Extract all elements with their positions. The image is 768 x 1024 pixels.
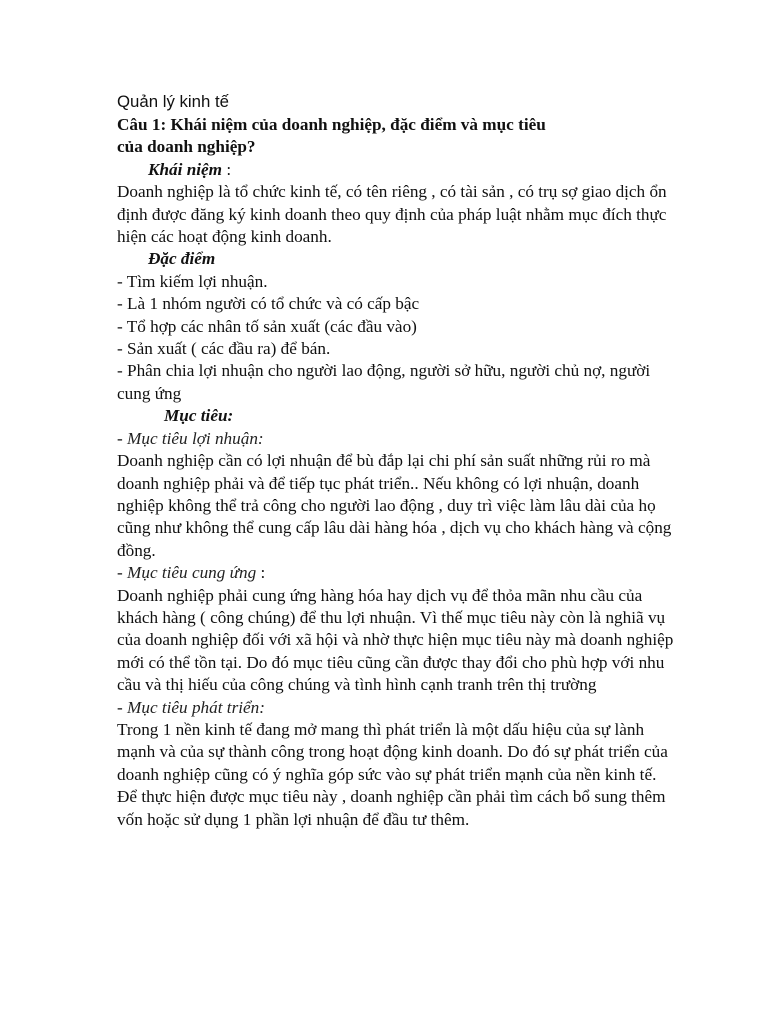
features-heading: Đặc điểm [148,249,216,269]
goal-growth-heading [117,697,677,719]
goal-supply-dash: - [117,563,128,583]
feature-item: - Tổ hợp các nhân tố sản xuất (các đầu vào) [117,316,417,336]
goals-heading: Mục tiêu: [164,406,234,426]
concept-heading: Khái niệm [148,159,223,179]
goal-growth-dash: - [117,697,128,717]
goal-profit-label: Mục tiêu lợi nhuận: [127,428,264,448]
question-title [117,114,677,159]
goal-supply-colon: : [256,563,266,583]
concept-heading-row [117,159,677,181]
feature-item: - Tìm kiếm lợi nhuận. [117,271,268,291]
goal-profit-dash: - [117,428,128,448]
concept-paragraph: Doanh nghiệp là tổ chức kinh tế, có tên riêng , có tài sản , có trụ sợ giao dịch ổn định được đăng ký kinh doanh theo quy định của pháp luật nhằm mục đích thực hiện các hoạt động kinh doanh. [117,182,667,247]
goal-profit-heading [117,428,677,450]
concept-colon: : [222,159,232,179]
document-page [117,84,677,831]
goal-growth-label: Mục tiêu phát triển: [127,697,265,717]
question-line-1: Câu 1: Khái niệm của doanh nghiệp, đặc điểm và mục tiêu [117,115,546,134]
feature-item: - Sản xuất ( các đầu ra) để bán. [117,339,331,359]
question-line-2: của doanh nghiệp? [117,137,256,157]
feature-item: - Phân chia lợi nhuận cho người lao động, người sở hữu, người chủ nợ, người cung ứng [117,361,651,403]
goal-supply-label: Mục tiêu cung ứng [127,563,257,583]
document-title: Quản lý kinh tế [117,92,229,111]
features-list [117,271,677,405]
goal-supply-heading [117,562,677,584]
goal-growth-paragraph: Trong 1 nền kinh tế đang mở mang thì phát triển là một dấu hiệu của sự lành mạnh và của sự thành công trong hoạt động kinh doanh. Do đó sự phát triển của doanh nghiệp cũng có ý nghĩa góp sức vào sự phát triển mạnh của nền kinh tế. Để thực hiện được mục tiêu này , doanh nghiệp cần phải tìm cách bổ sung thêm vốn hoặc sử dụng 1 phần lợi nhuận để đầu tư thêm. [117,719,668,829]
goal-profit-paragraph: Doanh nghiệp cần có lợi nhuận để bù đắp lại chi phí sản suất những rủi ro mà doanh nghiệp phải và để tiếp tục phát triển.. Nếu không có lợi nhuận, doanh nghiệp không thể trả công cho người lao động , duy trì việc làm lâu dài của họ cũng như không thể cung cấp lâu dài hàng hóa , dịch vụ cho khách hàng và cộng đồng. [117,451,672,560]
feature-item: - Là 1 nhóm người có tổ chức và có cấp bậc [117,294,420,314]
goal-supply-paragraph: Doanh nghiệp phải cung ứng hàng hóa hay dịch vụ để thỏa mãn nhu cầu của khách hàng ( công chúng) để thu lợi nhuận. Vì thế mục tiêu này còn là nghiã vụ của doanh nghiệp đối với xã hội và nhờ thực hiện mục tiêu này mà doanh nghiệp mới có thể tồn tại. Do đó mục tiêu cũng cần được thay đổi cho phù hợp với nhu cầu và thị hiếu của công chúng và tình hình cạnh tranh trên thị trường [117,585,674,695]
